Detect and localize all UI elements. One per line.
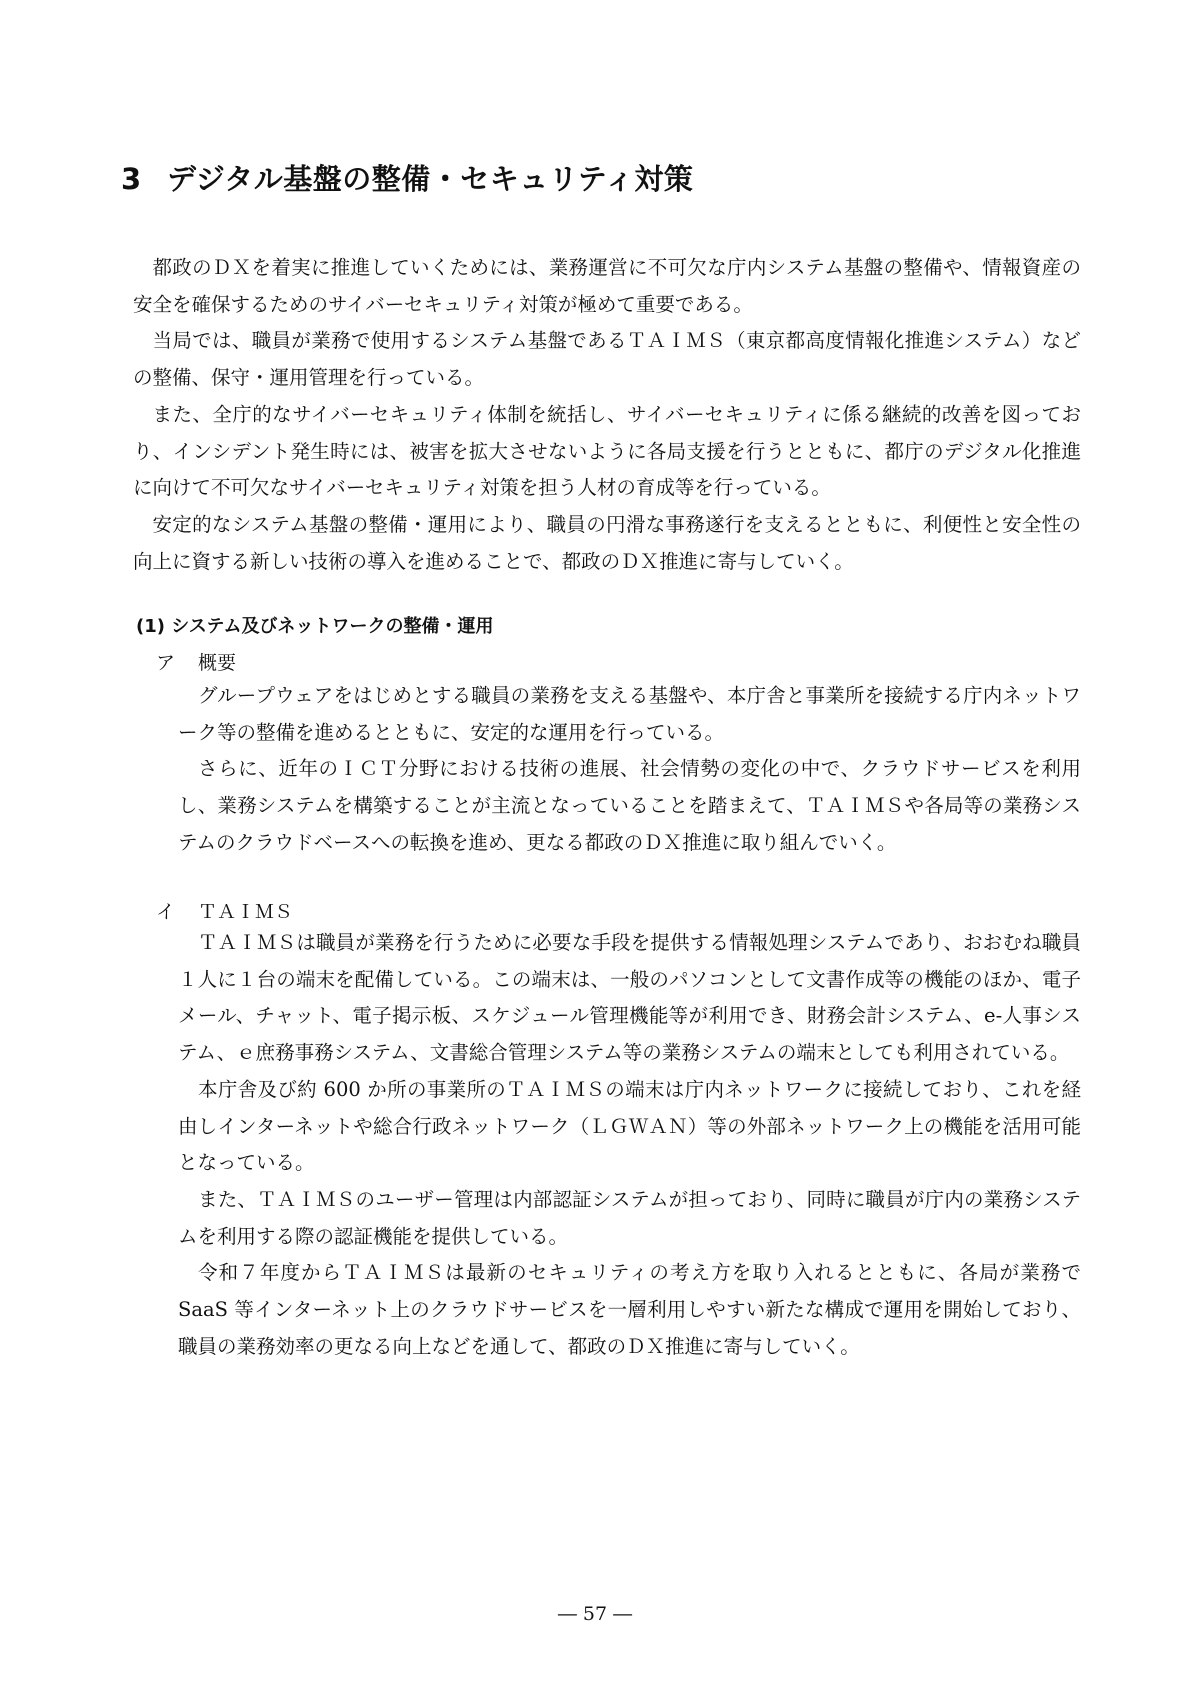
- intro-paragraph: 安定的なシステム基盤の整備・運用により、職員の円滑な事務遂行を支えるとともに、利便性と安全性の向上に資する新しい技術の導入を進めることで、都政のＤＸ推進に寄与していく。: [133, 512, 1081, 573]
- body-paragraph: また、ＴＡＩＭＳのユーザー管理は内部認証システムが担っており、同時に職員が庁内の業務システムを利用する際の認証機能を提供している。: [178, 1187, 1081, 1248]
- body-paragraph: 令和７年度からＴＡＩＭＳは最新のセキュリティの考え方を取り入れるとともに、各局が業務で SaaS 等インターネット上のクラウドサービスを一層利用しやすい新たな構成で運用を開始しており、職員の業務効率の更なる向上などを通して、都政のＤＸ推進に寄与していく。: [178, 1261, 1081, 1358]
- subsection-heading-a: [156, 648, 236, 675]
- intro-section: [133, 250, 1081, 580]
- body-paragraph: ＴＡＩＭＳは職員が業務を行うために必要な手段を提供する情報処理システムであり、おおむね職員１人に１台の端末を配備している。この端末は、一般のパソコンとして文書作成等の機能のほか、電子メール、チャット、電子掲示板、スケジュール管理機能等が利用でき、財務会計システム、e-人事システム、ｅ庶務事務システム、文書総合管理システム等の業務システムの端末としても利用されている。: [178, 931, 1081, 1065]
- section-heading: (1) システム及びネットワークの整備・運用: [136, 616, 494, 637]
- subsection-body-a: [178, 678, 1081, 862]
- page-number: ― 57 ―: [557, 1603, 633, 1625]
- page-title: [121, 157, 693, 198]
- intro-paragraph: 当局では、職員が業務で使用するシステム基盤であるＴＡＩＭＳ（東京都高度情報化推進システム）などの整備、保守・運用管理を行っている。: [133, 329, 1081, 390]
- title-text: デジタル基盤の整備・セキュリティ対策: [167, 162, 694, 196]
- intro-paragraph: また、全庁的なサイバーセキュリティ体制を統括し、サイバーセキュリティに係る継続的改善を図っており、インシデント発生時には、被害を拡大させないように各局支援を行うとともに、都庁のデジタル化推進に向けて不可欠なサイバーセキュリティ対策を担う人材の育成等を行っている。: [133, 402, 1081, 500]
- intro-paragraph: 都政のＤＸを着実に推進していくためには、業務運営に不可欠な庁内システム基盤の整備や、情報資産の安全を確保するためのサイバーセキュリティ対策が極めて重要である。: [133, 256, 1081, 316]
- subsection-title: ＴＡＩＭＳ: [198, 901, 294, 923]
- subsection-mark: イ: [156, 901, 176, 923]
- subsection-heading-b: [156, 897, 293, 924]
- subsection-mark: ア: [156, 652, 176, 674]
- title-number: 3: [121, 162, 142, 196]
- body-paragraph: 本庁舎及び約 600 か所の事業所のＴＡＩＭＳの端末は庁内ネットワークに接続しており、これを経由しインターネットや総合行政ネットワーク（ＬＧＷＡＮ）等の外部ネットワーク上の機能を活用可能となっている。: [178, 1077, 1081, 1175]
- body-paragraph: さらに、近年のＩＣＴ分野における技術の進展、社会情勢の変化の中で、クラウドサービスを利用し、業務システムを構築することが主流となっていることを踏まえて、ＴＡＩＭＳや各局等の業務システムのクラウドベースへの転換を進め、更なる都政のＤＸ推進に取り組んでいく。: [178, 757, 1081, 854]
- subsection-title: 概要: [198, 652, 237, 674]
- subsection-body-b: [178, 925, 1081, 1365]
- body-paragraph: グループウェアをはじめとする職員の業務を支える基盤や、本庁舎と事業所を接続する庁内ネットワーク等の整備を進めるとともに、安定的な運用を行っている。: [178, 684, 1081, 744]
